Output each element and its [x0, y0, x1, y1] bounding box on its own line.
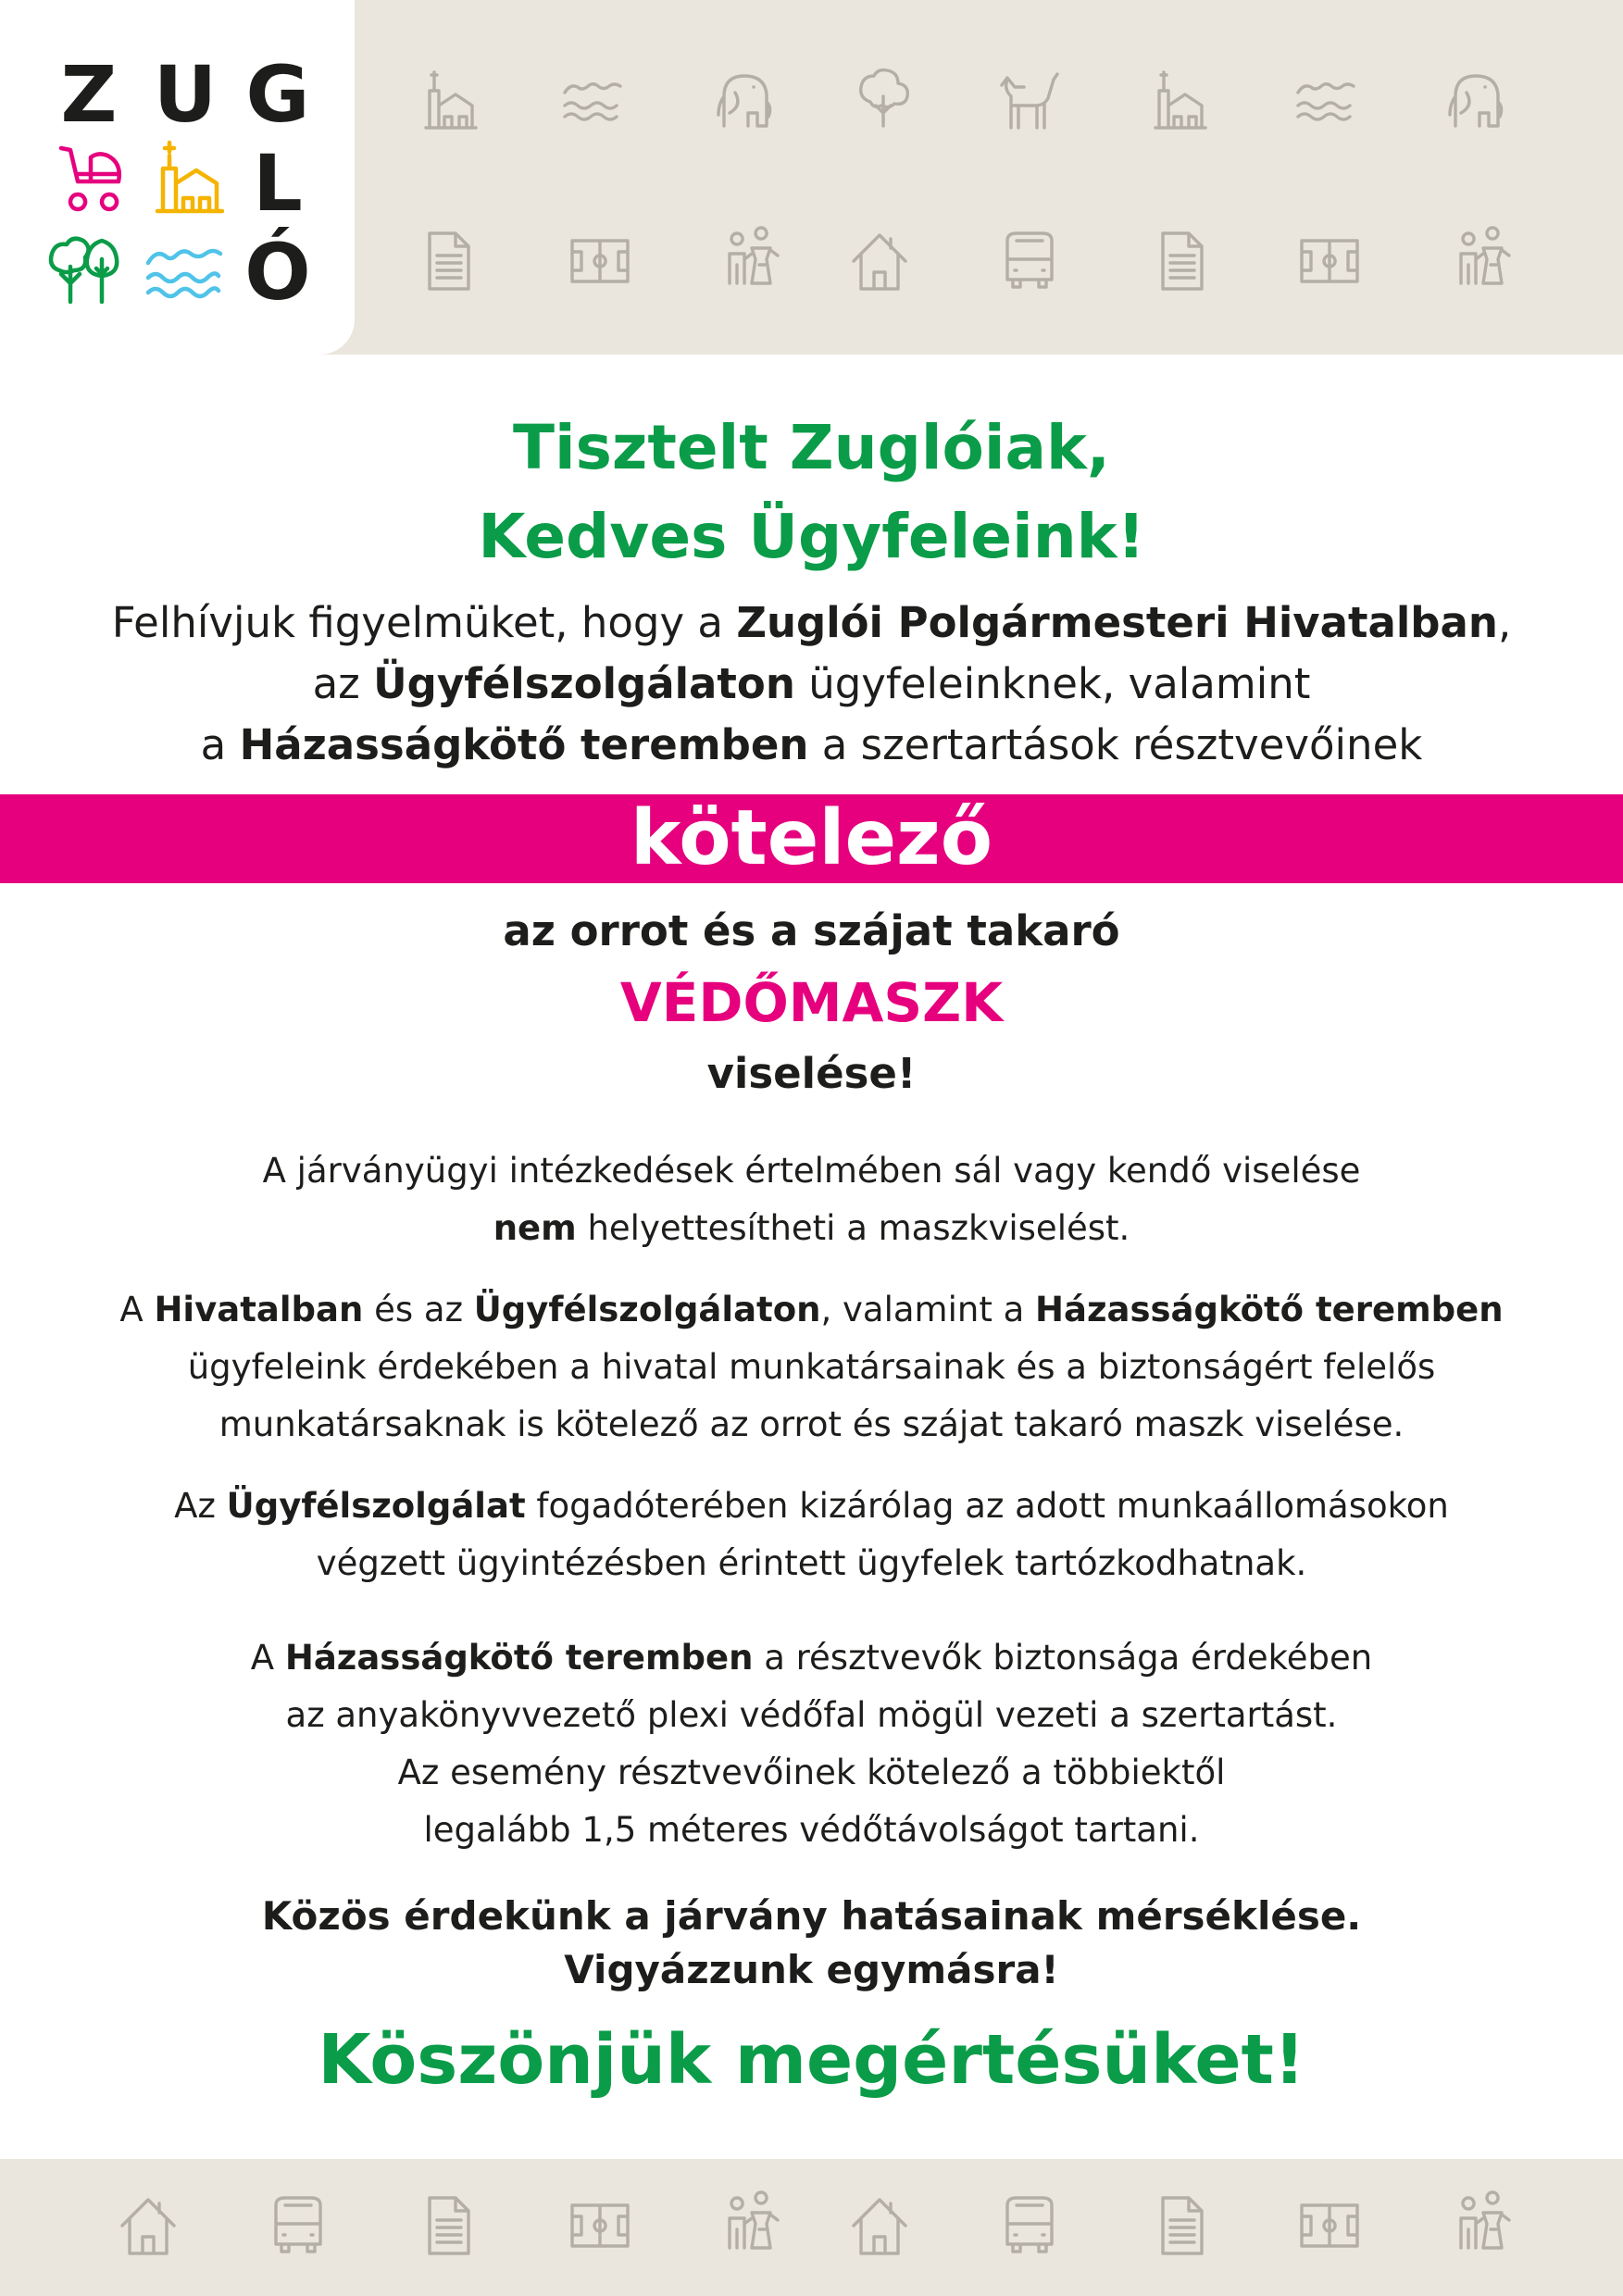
para2-line-3: munkatársaknak is kötelező az orrot és szájat takaró maszk viselése. — [218, 1404, 1405, 1444]
football-pitch-icon — [1296, 2192, 1363, 2259]
para2-line-1 — [0, 1281, 1623, 1339]
trees-icon — [46, 226, 128, 307]
closing-line-2: Vigyázzunk egymásra! — [564, 1947, 1059, 1992]
para3-line-1 — [0, 1478, 1623, 1535]
para-bold: Ügyfélszolgálaton — [473, 1290, 821, 1329]
para-bold: Hivatalban — [154, 1290, 364, 1329]
para-bold: Ügyfélszolgálat — [226, 1486, 526, 1526]
logo-letter-z: Z — [60, 49, 118, 140]
football-pitch-icon — [1296, 228, 1363, 294]
logo-letter-o: Ó — [244, 227, 311, 318]
house-icon — [846, 228, 913, 294]
greeting-line-2: Kedves Ügyfeleink! — [478, 501, 1145, 572]
para-text: A — [119, 1290, 155, 1329]
intro-text: a szertartások résztvevőinek — [808, 720, 1423, 769]
document-icon — [415, 2192, 481, 2259]
family-icon — [718, 222, 785, 289]
bus-icon — [265, 2192, 331, 2259]
greeting-line-1: Tisztelt Zuglóiak, — [513, 412, 1110, 483]
para-text: helyettesítheti a maszkviselést. — [576, 1208, 1130, 1248]
mask-notice-line-3: viselése! — [706, 1049, 917, 1098]
intro-line-2 — [0, 654, 1623, 715]
para-bold: Házasságkötő teremben — [284, 1638, 754, 1678]
para1-line-2 — [0, 1200, 1623, 1257]
family-icon — [1450, 2187, 1517, 2253]
intro-bold: Zuglói Polgármesteri Hivatalban — [736, 598, 1498, 647]
waves-icon — [1292, 65, 1359, 131]
family-icon — [1450, 222, 1517, 289]
church-icon — [1144, 67, 1211, 133]
para3-line-2: végzett ügyintézésben érintett ügyfelek tartózkodhatnak. — [316, 1543, 1307, 1583]
logo-letter-u: U — [153, 49, 218, 140]
para-text: , valamint a — [820, 1290, 1036, 1329]
para-text: a résztvevők biztonsága érdekében — [753, 1638, 1373, 1678]
document-icon — [1148, 2192, 1215, 2259]
para-text: Az — [174, 1486, 227, 1526]
para-text: A — [250, 1638, 285, 1678]
mask-notice-line-2: VÉDŐMASZK — [619, 971, 1004, 1034]
intro-text: a — [200, 720, 240, 769]
para1-line-1: A járványügyi intézkedések értelmében sál vagy kendő viselése — [262, 1151, 1361, 1191]
footer-pattern-band — [0, 2159, 1623, 2296]
football-pitch-icon — [567, 2192, 633, 2259]
church-icon — [143, 135, 224, 217]
bus-icon — [996, 228, 1063, 294]
para4-line-1 — [0, 1629, 1623, 1687]
house-icon — [115, 2192, 181, 2259]
house-icon — [846, 2192, 913, 2259]
para-text: és az — [363, 1290, 474, 1329]
mandatory-word: kötelező — [630, 794, 993, 882]
bus-icon — [996, 2192, 1063, 2259]
intro-text: , — [1497, 598, 1512, 647]
logo-letter-g: G — [245, 49, 310, 140]
elephant-icon — [713, 65, 780, 131]
intro-text: ügyfeleinknek, valamint — [794, 659, 1311, 708]
tree-icon — [850, 65, 917, 131]
document-icon — [415, 228, 481, 294]
para-bold: Házasságkötő teremben — [1035, 1290, 1504, 1329]
para4-line-2: az anyakönyvvezető plexi védőfal mögül vezeti a szertartást. — [285, 1695, 1338, 1735]
para4-line-3: Az esemény résztvevőinek kötelező a többiektől — [397, 1753, 1226, 1792]
church-icon — [415, 67, 481, 133]
intro-bold: Házasságkötő teremben — [239, 720, 809, 769]
logo-letter-l: L — [253, 138, 303, 229]
intro-line-3 — [0, 715, 1623, 776]
intro-line-1 — [0, 593, 1623, 654]
para4-line-4: legalább 1,5 méteres védőtávolságot tartani. — [423, 1810, 1200, 1850]
waves-icon — [143, 226, 224, 307]
waves-icon — [559, 65, 626, 131]
para2-line-2: ügyfeleink érdekében a hivatal munkatársainak és a biztonságért felelős — [187, 1347, 1436, 1387]
intro-bold: Ügyfélszolgálaton — [373, 659, 795, 708]
document-icon — [1148, 228, 1215, 294]
closing-line-1: Közös érdekünk a járvány hatásainak mérséklése. — [261, 1893, 1362, 1939]
mask-notice-line-1: az orrot és a szájat takaró — [503, 906, 1120, 955]
thanks-heading: Köszönjük megértésüket! — [318, 2020, 1305, 2100]
para-bold: nem — [493, 1208, 577, 1248]
para-text: fogadóterében kizárólag az adott munkaállomásokon — [525, 1486, 1449, 1526]
zuglo-logo — [0, 0, 355, 355]
intro-text: Felhívjuk figyelmüket, hogy a — [111, 598, 737, 647]
dog-icon — [994, 67, 1061, 133]
stroller-icon — [48, 137, 130, 218]
family-icon — [718, 2187, 785, 2253]
intro-text: az — [312, 659, 374, 708]
elephant-icon — [1444, 65, 1511, 131]
football-pitch-icon — [567, 228, 633, 294]
